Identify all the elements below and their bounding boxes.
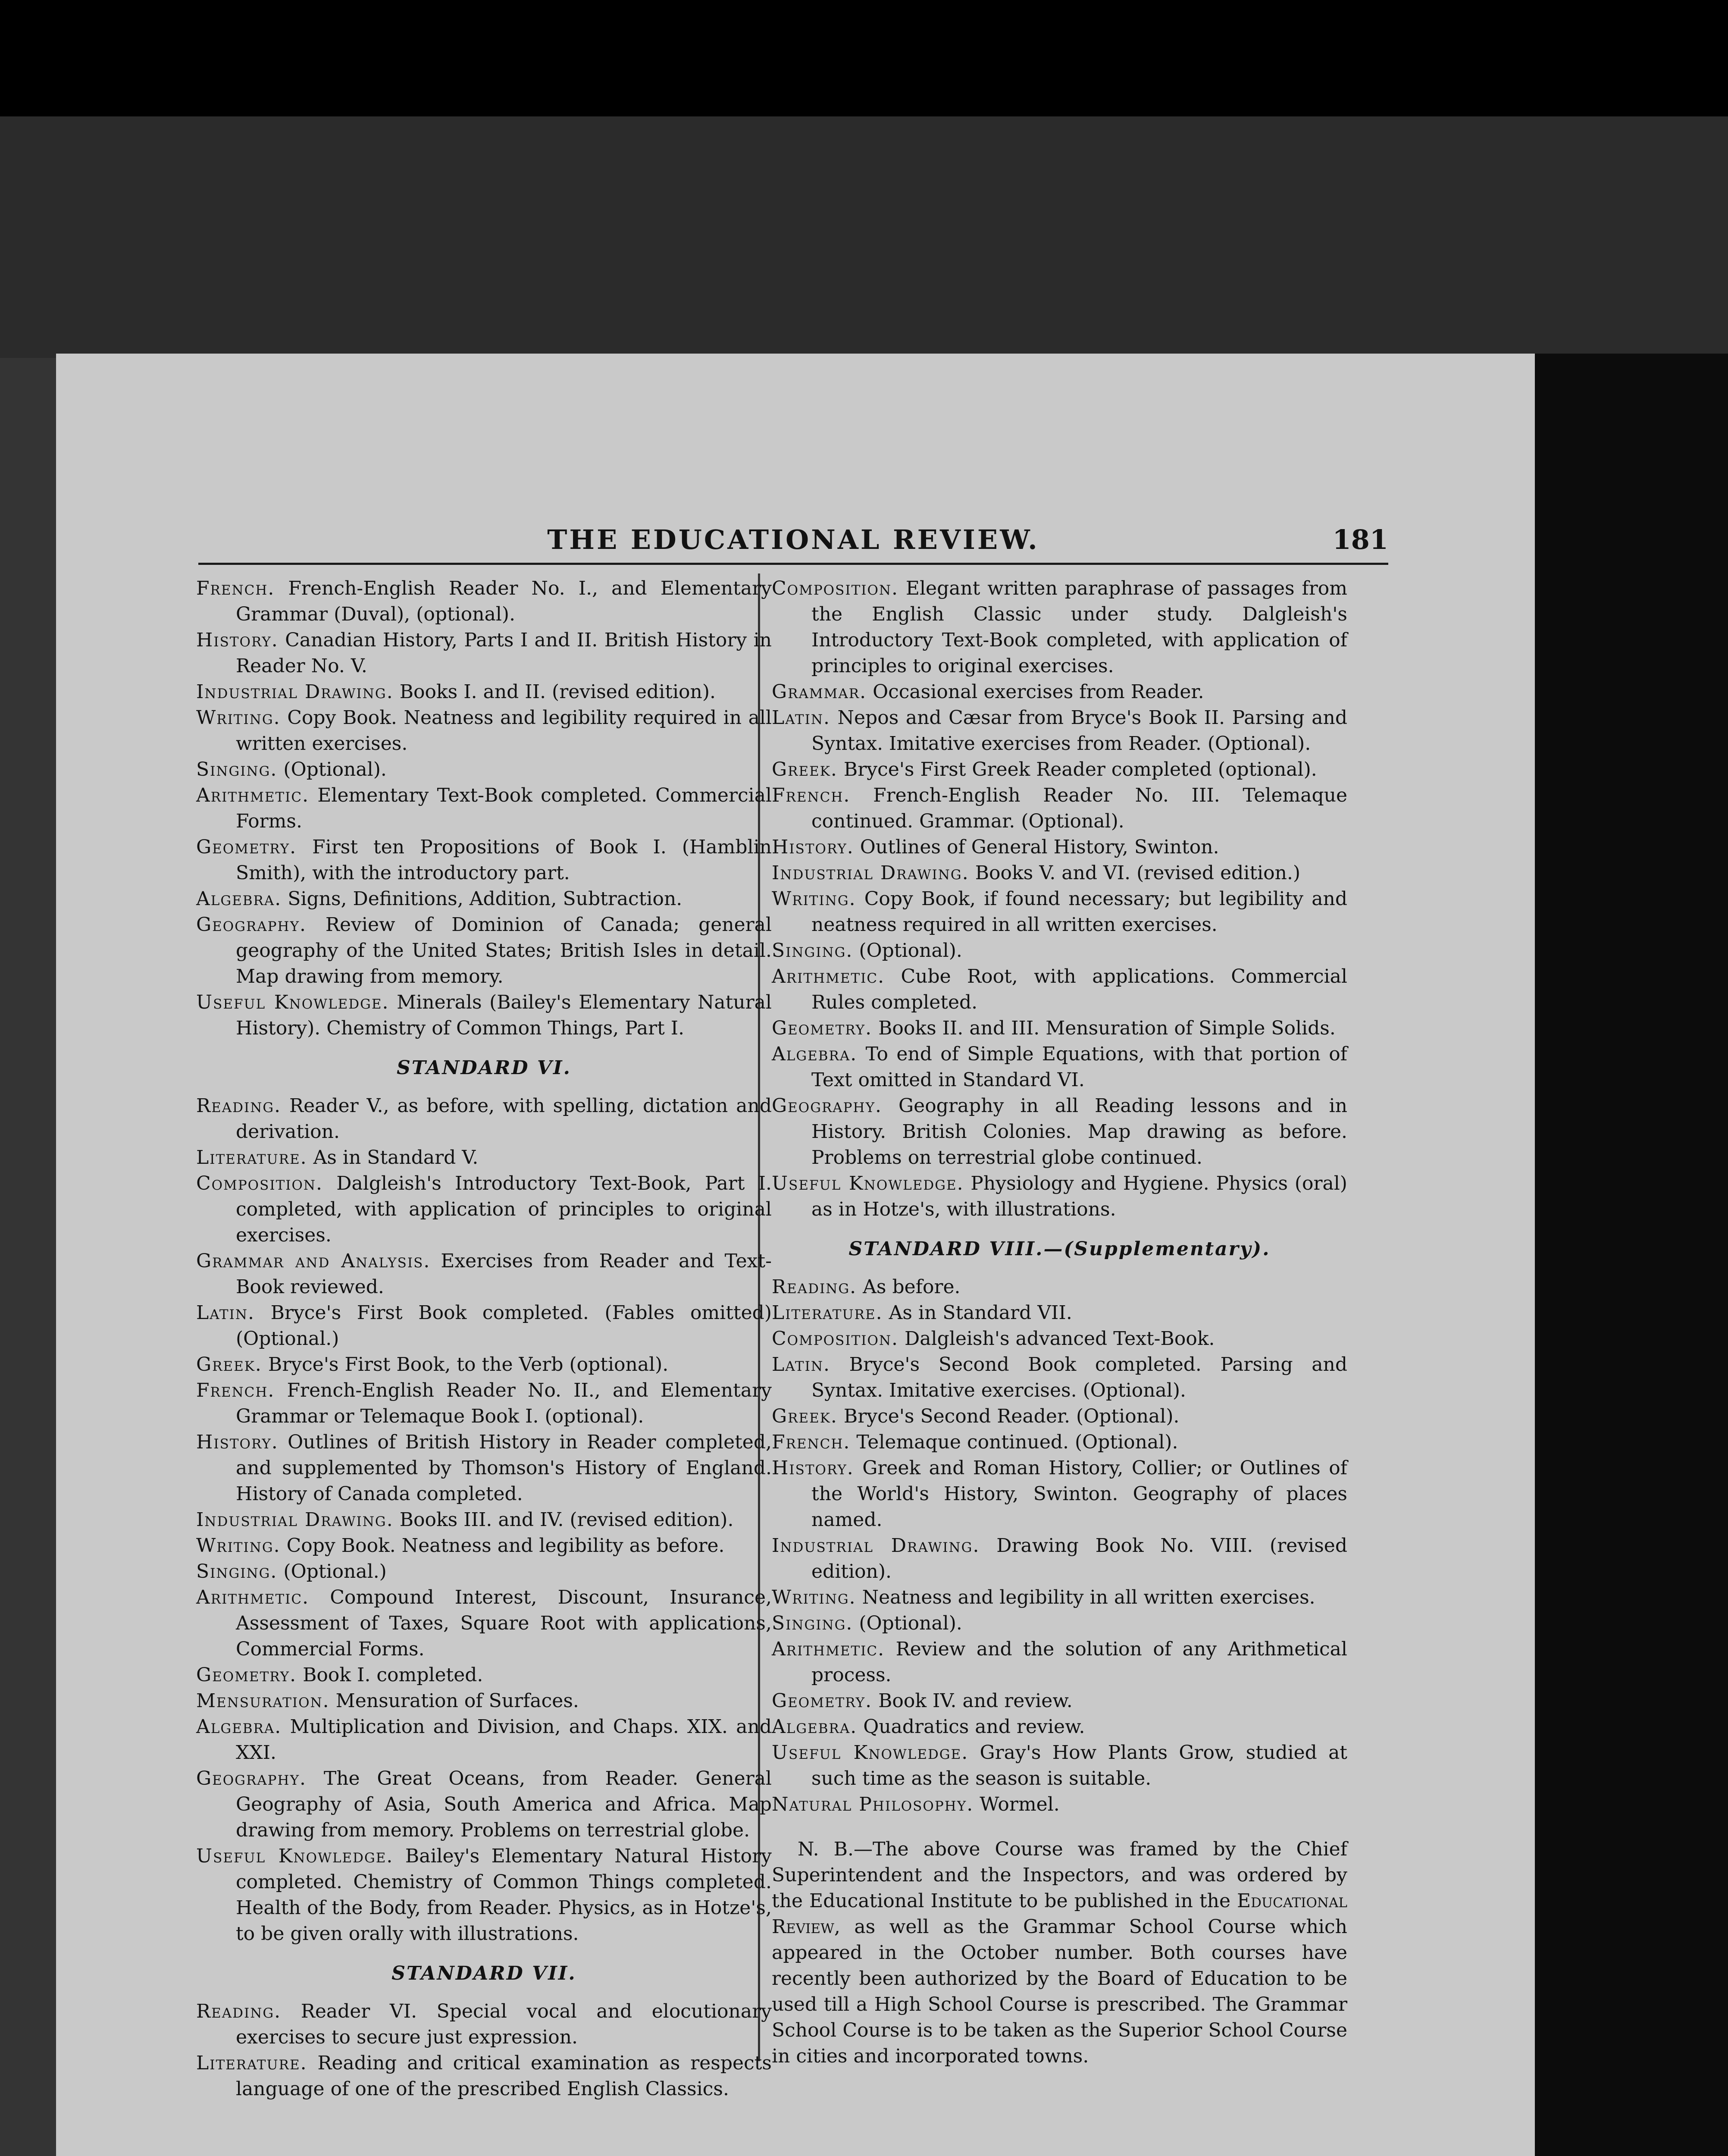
entry-text: Neatness and legibility in all written exercises. [862, 1586, 1315, 1608]
entry-head: Greek. [772, 758, 838, 780]
nb-note-prefix: N. B.—The above Course was framed by the Chief Superintendent and the Inspectors, and was ordered by the Educational Institute to be published in the [772, 1838, 1347, 1912]
entry-useful-knowledge [772, 1171, 1347, 1222]
entry-text: Exercises from Reader and Text-Book reviewed. [236, 1250, 772, 1298]
entry-french [772, 1429, 1347, 1455]
entry-reading [196, 1093, 772, 1145]
scanned-page [56, 354, 1535, 2156]
entry-text: Dalgleish's advanced Text-Book. [905, 1328, 1215, 1350]
entry-text: The Great Oceans, from Reader. General Geography of Asia, South America and Africa. Map drawing from memory. Problems on terrestrial globe. [236, 1767, 772, 1841]
entry-arithmetic [772, 1636, 1347, 1688]
entry-head: Useful Knowledge. [196, 1845, 394, 1867]
entry-head: Grammar and Analysis. [196, 1250, 431, 1272]
entry-text: Cube Root, with applications. Commercial Rules completed. [811, 965, 1347, 1013]
entry-text: Bryce's Second Book completed. Parsing and Syntax. Imitative exercises. (Optional). [811, 1354, 1347, 1401]
entry-natural-philosophy [772, 1792, 1347, 1818]
entry-text: Elementary Text-Book completed. Commercial Forms. [236, 784, 772, 832]
entry-head: Geometry. [772, 1017, 873, 1039]
entry-head: Useful Knowledge. [196, 991, 389, 1013]
entry-head: Arithmetic. [772, 1638, 885, 1660]
entry-head: Literature. [772, 1302, 883, 1324]
entry-head: Latin. [772, 1354, 830, 1376]
entry-head: Writing. [196, 1535, 281, 1557]
standard-vii-heading: STANDARD VII. [391, 1962, 576, 1984]
entry-text: Compound Interest, Discount, Insurance, Assessment of Taxes, Square Root with applications, Commercial Forms. [236, 1586, 772, 1660]
standard-viii-heading: STANDARD VIII.—(Supplementary). [848, 1238, 1271, 1260]
entry-text: (Optional). [859, 940, 962, 962]
entry-text: Physiology and Hygiene. Physics (oral) as in Hotze's, with illustrations. [811, 1172, 1347, 1220]
film-margin-top [0, 0, 1728, 116]
entry-composition [772, 1326, 1347, 1352]
entry-text: Review and the solution of any Arithmetical process. [811, 1638, 1347, 1686]
entry-head: Industrial Drawing. [196, 681, 394, 703]
entry-head: Singing. [772, 1612, 853, 1634]
entry-head: Geography. [196, 914, 307, 936]
entry-text: Outlines of British History in Reader completed, and supplemented by Thomson's History of England. History of Canada completed. [236, 1431, 772, 1505]
entry-literature [772, 1300, 1347, 1326]
entry-head: Algebra. [196, 1716, 282, 1738]
entry-text: Nepos and Cæsar from Bryce's Book II. Parsing and Syntax. Imitative exercises from Reader. (Optional). [811, 707, 1347, 755]
scanner-background-band [0, 116, 1728, 358]
running-title: THE EDUCATIONAL REVIEW. [547, 524, 1039, 555]
entry-head: Latin. [772, 707, 830, 729]
entry-text: Reader VI. Special vocal and elocutionary exercises to secure just expression. [236, 2000, 772, 2048]
entry-head: Geography. [772, 1095, 883, 1117]
entry-text: Bryce's First Book, to the Verb (optional). [268, 1354, 669, 1376]
entry-text: As before. [863, 1276, 961, 1298]
entry-head: Latin. [196, 1302, 255, 1324]
entry-singing [772, 938, 1347, 964]
right-column [772, 576, 1347, 2088]
entry-composition [196, 1171, 772, 1248]
entry-head: Writing. [196, 707, 281, 729]
entry-head: Algebra. [196, 888, 282, 910]
entry-french [772, 783, 1347, 834]
entry-text: French-English Reader No. II., and Elementary Grammar or Telemaque Book I. (optional). [236, 1379, 772, 1427]
entry-geography [196, 912, 772, 990]
entry-head: Reading. [772, 1276, 857, 1298]
entry-history [772, 1455, 1347, 1533]
entry-head: Industrial Drawing. [772, 1535, 980, 1557]
entry-useful-knowledge [772, 1740, 1347, 1792]
entry-head: Composition. [196, 1172, 323, 1194]
entry-head: Singing. [196, 758, 278, 780]
entry-french [196, 1378, 772, 1429]
entry-head: Writing. [772, 1586, 856, 1608]
entry-head: French. [196, 1379, 275, 1401]
nb-note-journal: Educational Review, [772, 1890, 1347, 1938]
entry-text: As in Standard V. [313, 1147, 479, 1169]
entry-head: Arithmetic. [196, 784, 310, 806]
entry-text: (Optional). [283, 758, 387, 780]
entry-head: Singing. [772, 940, 853, 962]
entry-text: Occasional exercises from Reader. [873, 681, 1204, 703]
entry-text: Copy Book, if found necessary; but legibility and neatness required in all written exercises. [811, 888, 1347, 936]
entry-geography [196, 1766, 772, 1843]
entry-head: Geometry. [196, 1664, 297, 1686]
entry-head: Algebra. [772, 1043, 858, 1065]
entry-latin [196, 1300, 772, 1352]
entry-text: French-English Reader No. III. Telemaque continued. Grammar. (Optional). [811, 784, 1347, 832]
entry-text: As in Standard VII. [889, 1302, 1072, 1324]
entry-head: Geography. [196, 1767, 307, 1789]
entry-text: Bryce's Second Reader. (Optional). [843, 1405, 1180, 1427]
entry-text: Outlines of General History, Swinton. [860, 836, 1219, 858]
entry-industrial-drawing [196, 679, 772, 705]
entry-text: Book I. completed. [303, 1664, 483, 1686]
nb-note [772, 1836, 1347, 2069]
entry-head: Writing. [772, 888, 856, 910]
entry-text: Greek and Roman History, Collier; or Outlines of the World's History, Swinton. Geography of places named. [811, 1457, 1347, 1531]
entry-head: Arithmetic. [772, 965, 885, 987]
entry-text: First ten Propositions of Book I. (Hamblin Smith), with the introductory part. [236, 836, 772, 884]
entry-arithmetic [196, 783, 772, 834]
entry-geometry [772, 1015, 1347, 1041]
entry-composition [772, 576, 1347, 679]
running-head [198, 524, 1388, 565]
entry-reading [772, 1274, 1347, 1300]
entry-text: Signs, Definitions, Addition, Subtraction. [288, 888, 682, 910]
entry-head: Industrial Drawing. [772, 862, 969, 884]
entry-head: History. [772, 836, 854, 858]
entry-text: Wormel. [980, 1793, 1060, 1815]
entry-text: Books I. and II. (revised edition). [399, 681, 716, 703]
entry-greek [772, 1404, 1347, 1429]
entry-head: Literature. [196, 2052, 307, 2074]
entry-arithmetic [772, 964, 1347, 1015]
entry-text: Elegant written paraphrase of passages from the English Classic under study. Dalgleish's Introductory Text-Book completed, with application of principles to original exercises. [811, 577, 1347, 677]
entry-history [772, 834, 1347, 860]
entry-text: French-English Reader No. I., and Elementary Grammar (Duval), (optional). [236, 577, 772, 625]
entry-head: French. [196, 577, 275, 599]
entry-text: Bryce's First Book completed. (Fables omitted) (Optional.) [236, 1302, 772, 1350]
entry-head: Composition. [772, 1328, 899, 1350]
entry-text: (Optional). [859, 1612, 962, 1634]
entry-text: Quadratics and review. [863, 1716, 1085, 1738]
page-number: 181 [1332, 524, 1388, 555]
entry-text: Review of Dominion of Canada; general geography of the United States; British Isles in detail. Map drawing from memory. [236, 914, 772, 987]
entry-industrial-drawing [772, 860, 1347, 886]
entry-algebra [196, 1714, 772, 1766]
entry-geometry [196, 1662, 772, 1688]
entry-head: Algebra. [772, 1716, 858, 1738]
entry-industrial-drawing [772, 1533, 1347, 1585]
entry-head: History. [196, 629, 279, 651]
entry-greek [196, 1352, 772, 1378]
entry-grammar [772, 679, 1347, 705]
entry-head: Reading. [196, 1095, 282, 1117]
entry-singing [196, 757, 772, 783]
film-margin-left [0, 358, 56, 2156]
entry-algebra [772, 1714, 1347, 1740]
entry-history [196, 627, 772, 679]
entry-geometry [196, 834, 772, 886]
entry-head: History. [196, 1431, 279, 1453]
entry-writing [196, 705, 772, 757]
entry-text: (Optional.) [283, 1561, 387, 1583]
entry-text: Book IV. and review. [878, 1690, 1073, 1712]
entry-useful-knowledge [196, 990, 772, 1041]
entry-text: Geography in all Reading lessons and in History. British Colonies. Map drawing as before. Problems on terrestrial globe continued. [811, 1095, 1347, 1169]
entry-text: Reader V., as before, with spelling, dictation and derivation. [236, 1095, 772, 1143]
entry-mensuration [196, 1688, 772, 1714]
entry-head: Greek. [196, 1354, 262, 1376]
entry-head: Greek. [772, 1405, 838, 1427]
entry-greek [772, 757, 1347, 783]
entry-singing [196, 1559, 772, 1585]
entry-writing [196, 1533, 772, 1559]
entry-useful-knowledge [196, 1843, 772, 1947]
entry-text: Books II. and III. Mensuration of Simple Solids. [878, 1017, 1336, 1039]
entry-text: Dalgleish's Introductory Text-Book, Part I. completed, with application of principles to original exercises. [236, 1172, 772, 1246]
entry-head: Industrial Drawing. [196, 1509, 394, 1531]
entry-text: Gray's How Plants Grow, studied at such time as the season is suitable. [811, 1742, 1347, 1789]
entry-grammar-and-analysis [196, 1248, 772, 1300]
entry-head: Mensuration. [196, 1690, 330, 1712]
entry-singing [772, 1611, 1347, 1636]
entry-geometry [772, 1688, 1347, 1714]
entry-text: Telemaque continued. (Optional). [856, 1431, 1178, 1453]
entry-head: Grammar. [772, 681, 867, 703]
entry-literature [196, 2050, 772, 2102]
entry-reading [196, 1999, 772, 2050]
entry-literature [196, 1145, 772, 1171]
entry-french [196, 576, 772, 627]
entry-text: Copy Book. Neatness and legibility required in all written exercises. [236, 707, 772, 755]
entry-text: Books III. and IV. (revised edition). [399, 1509, 734, 1531]
entry-text: Drawing Book No. VIII. (revised edition). [811, 1535, 1347, 1583]
entry-head: Geometry. [196, 836, 297, 858]
entry-head: Arithmetic. [196, 1586, 310, 1608]
entry-head: French. [772, 784, 851, 806]
entry-head: Geometry. [772, 1690, 873, 1712]
entry-text: Minerals (Bailey's Elementary Natural History). Chemistry of Common Things, Part I. [236, 991, 772, 1039]
entry-head: Reading. [196, 2000, 282, 2022]
entry-arithmetic [196, 1585, 772, 1662]
entry-algebra [196, 886, 772, 912]
entry-text: Books V. and VI. (revised edition.) [975, 862, 1301, 884]
entry-text: Copy Book. Neatness and legibility as before. [286, 1535, 725, 1557]
entry-text: To end of Simple Equations, with that portion of Text omitted in Standard VI. [811, 1043, 1347, 1091]
entry-text: Reading and critical examination as respects language of one of the prescribed English Classics. [236, 2052, 772, 2100]
entry-head: Composition. [772, 577, 899, 599]
entry-writing [772, 1585, 1347, 1611]
entry-geography [772, 1093, 1347, 1171]
entry-head: History. [772, 1457, 854, 1479]
entry-latin [772, 705, 1347, 757]
entry-industrial-drawing [196, 1507, 772, 1533]
nb-note-suffix: as well as the Grammar School Course which appeared in the October number. Both courses have recently been authorized by the Board of Education to be used till a High School Course is prescribed. The Grammar School Course is to be taken as the Superior School Course in cities and incorporated towns. [772, 1916, 1347, 2067]
entry-head: Useful Knowledge. [772, 1172, 964, 1194]
standard-vi-heading: STANDARD VI. [397, 1057, 571, 1079]
entry-algebra [772, 1041, 1347, 1093]
film-margin-right [1535, 354, 1728, 2156]
entry-history [196, 1429, 772, 1507]
entry-text: Bailey's Elementary Natural History completed. Chemistry of Common Things completed. Health of the Body, from Reader. Physics, as in Hotze's, to be given orally with illustrations. [236, 1845, 772, 1945]
entry-text: Bryce's First Greek Reader completed (optional). [843, 758, 1317, 780]
entry-head: Useful Knowledge. [772, 1742, 969, 1764]
entry-text: Multiplication and Division, and Chaps. XIX. and XXI. [236, 1716, 772, 1764]
entry-text: Mensuration of Surfaces. [335, 1690, 579, 1712]
entry-head: French. [772, 1431, 851, 1453]
entry-head: Natural Philosophy. [772, 1793, 974, 1815]
entry-head: Singing. [196, 1561, 278, 1583]
entry-latin [772, 1352, 1347, 1404]
entry-head: Literature. [196, 1147, 307, 1169]
left-column [196, 576, 772, 2102]
entry-text: Canadian History, Parts I and II. British History in Reader No. V. [236, 629, 772, 677]
entry-writing [772, 886, 1347, 938]
